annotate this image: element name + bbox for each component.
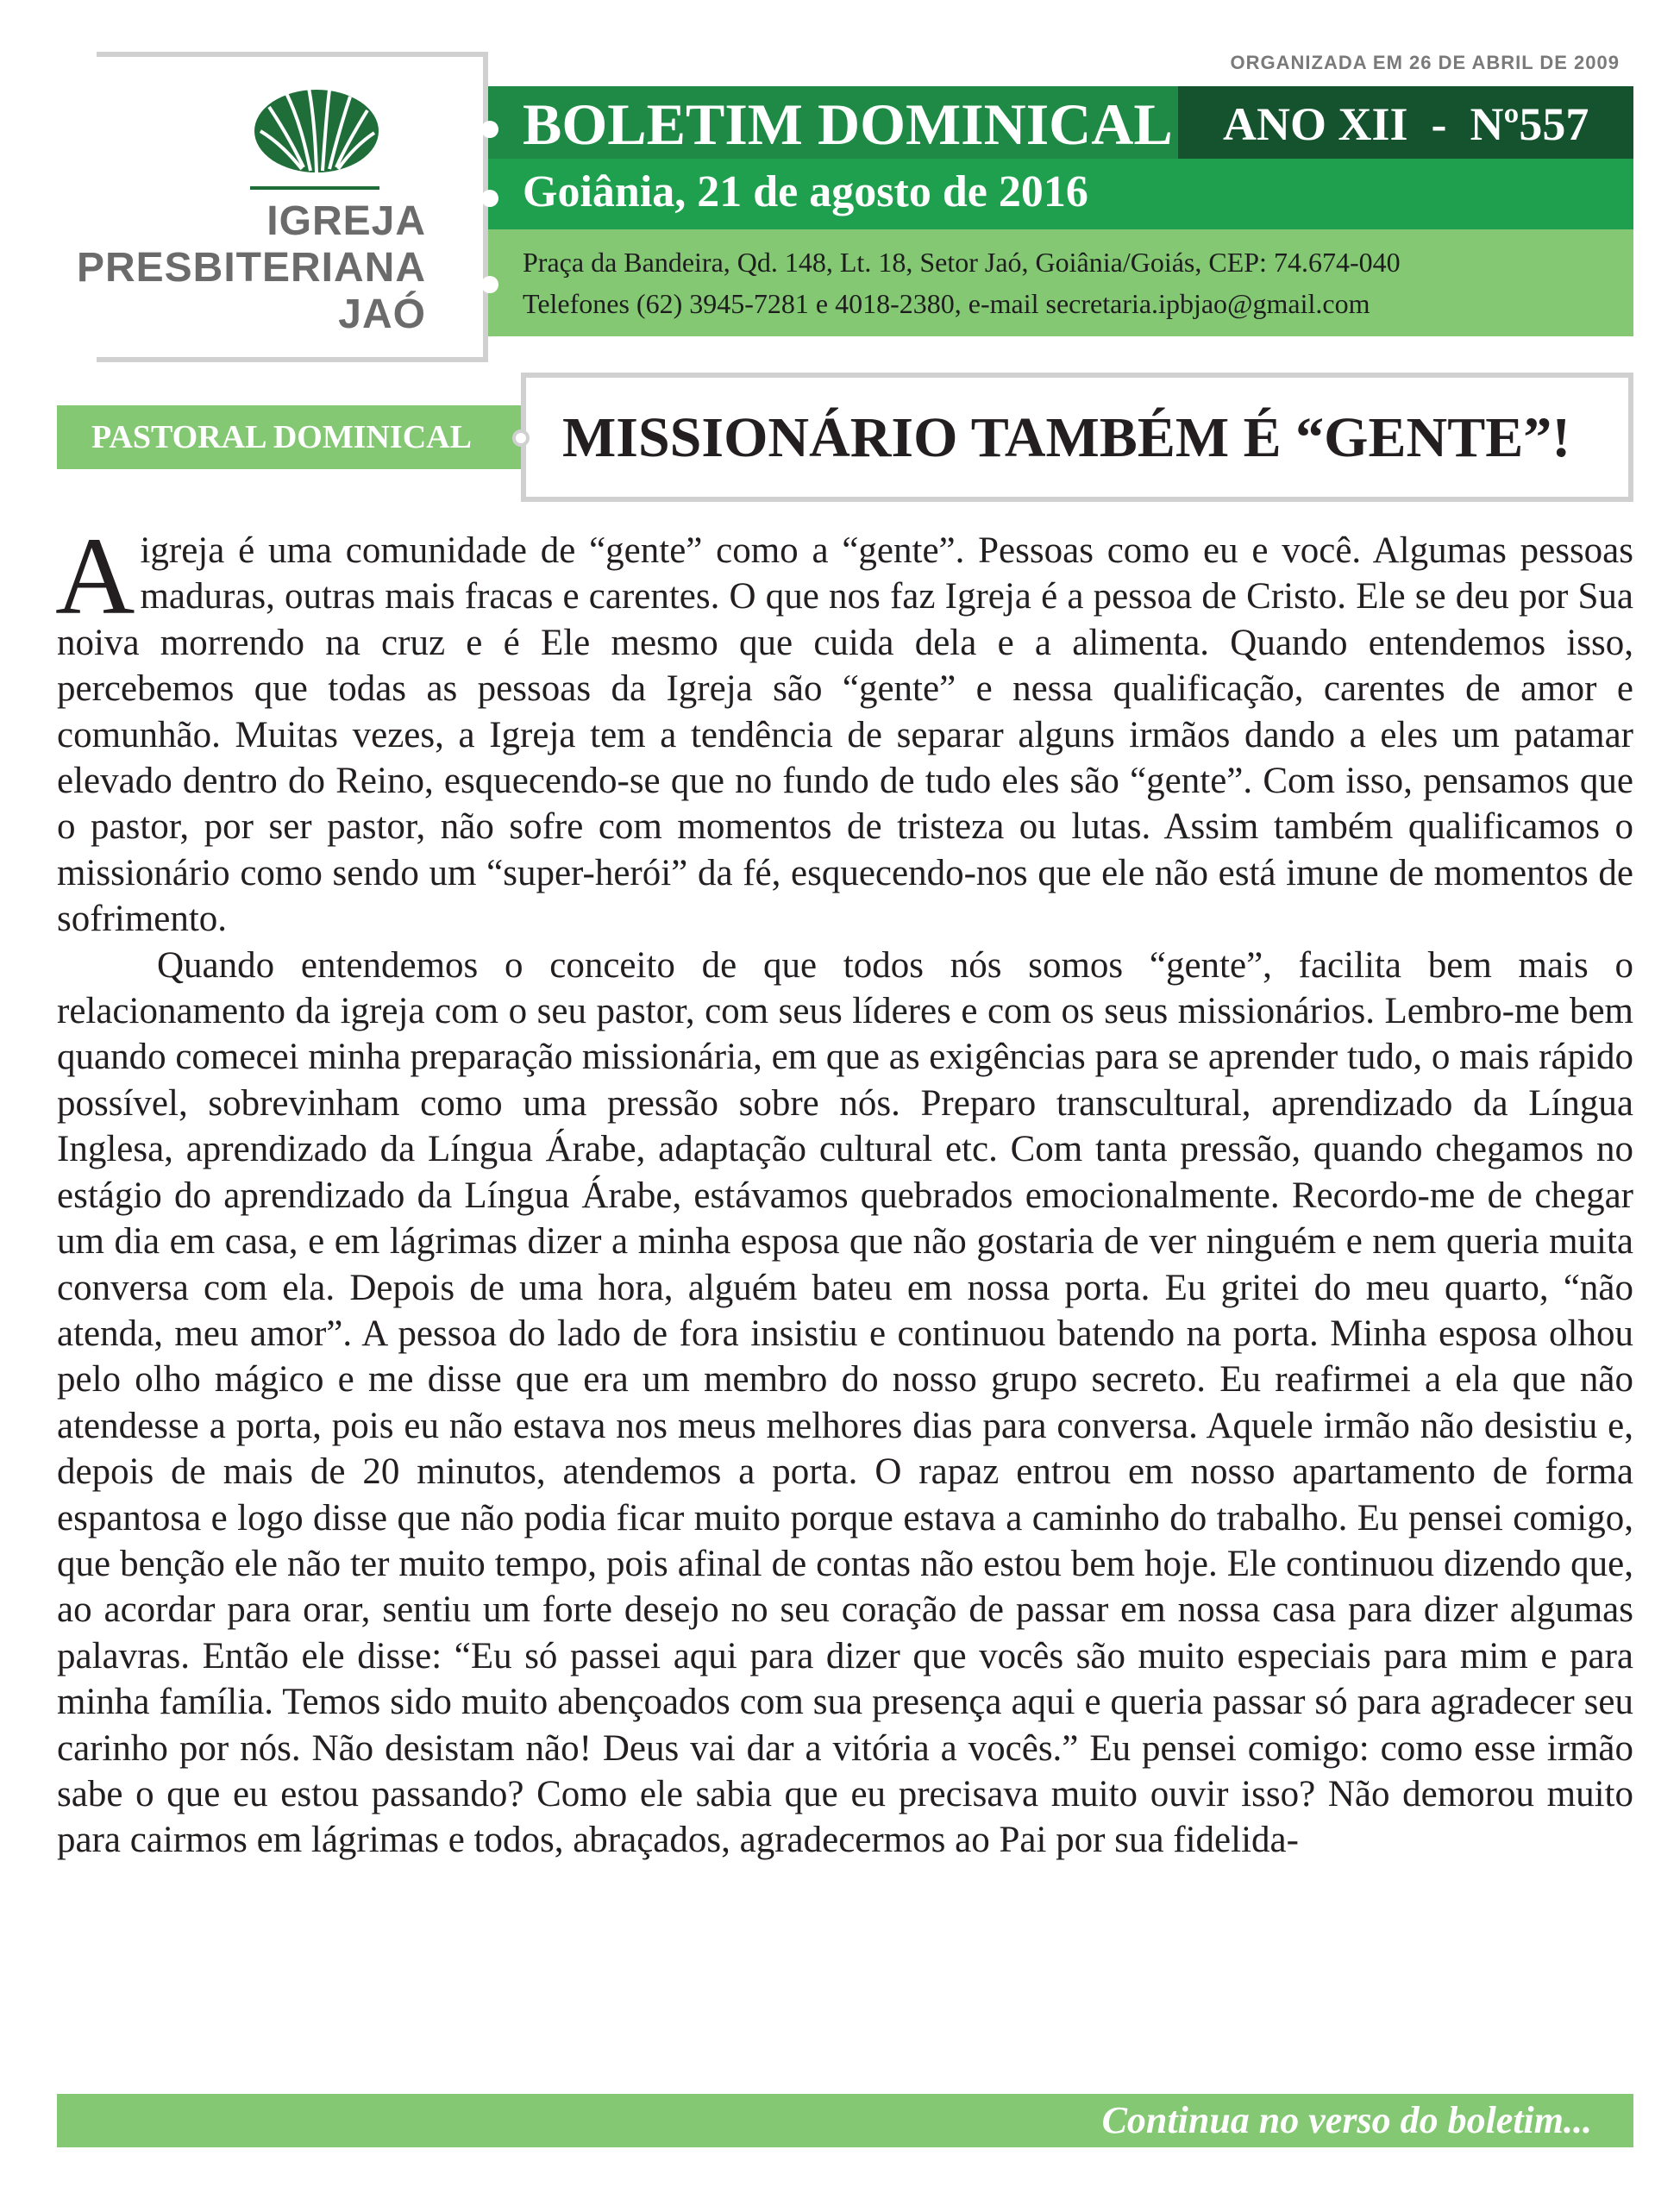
article-headline: MISSIONÁRIO TAMBÉM É “GENTE”! [562,406,1571,469]
logo-block [76,52,488,362]
logo-divider [250,186,379,190]
article-paragraph: Quando entendemos o conceito de que todos nós somos “gente”, facilita bem mais o relacionamento da igreja com o seu pastor, com seus líderes e com os seus missionários. Lembro-me bem quando comecei minha preparação missionária, em que as exigências para se aprender tudo, o mais rápido possível, sobrevinham como uma pressão sobre nós. Preparo transcultural, aprendizado da Língua Inglesa, aprendizado da Língua Árabe, adaptação cultural etc. Com tanta pressão, quando chegamos no estágio do aprendizado da Língua Árabe, estávamos quebrados emocionalmente. Recordo-me de chegar um dia em casa, e em lágrimas dizer a minha esposa que não gostaria de ver ninguém e nem queria muita conversa com ela. Depois de uma hora, alguém bateu em nossa porta. Eu gritei do meu quarto, “não atenda, meu amor”. A pessoa do lado de fora insistiu e continuou batendo na porta. Minha esposa olhou pelo olho mágico e me disse que era um membro do nosso grupo secreto. Eu reafirmei a ela que não atendesse a porta, pois eu não estava nos meus melhores dias para conversa. Aquele irmão não desistiu e, depois de mais de 20 minutos, atendemos a porta. O rapaz entrou em nosso apartamento de forma espantosa e logo disse que não podia ficar muito porque estava a caminho do trabalho. Eu pensei comigo, que benção ele não ter muito tempo, pois afinal de contas não estou bem hoje. Ele continuou dizendo que, ao acordar para orar, sentiu um forte desejo no seu coração de passar em nossa casa para dizer algumas palavras. Então ele disse: “Eu só passei aqui para dizer que vocês são muito especiais para mim e para minha família. Temos sido muito abençoados com sua presença aqui e queria passar só para agradecer seu carinho por nós. Não desistam não! Deus vai dar a vitória a vocês.” Eu pensei comigo: como esse irmão sabe o que eu estou passando? Como ele sabia que eu precisava muito ouvir isso? Não demorou muito para cairmos em lágrimas e todos, abraçados, agradecermos ao Pai por sua fidelida- [57,944,1633,1861]
issue-number: ANO XII - Nº557 [1223,98,1589,150]
church-name-line-3: JAÓ [338,291,426,337]
church-name-line-2: PRESBITERIANA [76,245,426,291]
section-label: PASTORAL DOMINICAL [91,419,472,455]
paragraph-text: igreja é uma comunidade de “gente” como a “gente”. Pessoas como eu e você. Algumas pessoas maduras, outras mais fracas e carentes. O que nos faz Igreja é a pessoa de Cristo. Ele se deu por Sua noiva morrendo na cruz e é Ele mesmo que cuida dela e a alimenta. Quando entendemos isso, percebemos que todas as pessoas da Igreja são “gente” e nessa qualificação, carentes de amor e comunhão. Muitas vezes, a Igreja tem a tendência de separar alguns irmãos dando a eles um patamar elevado dentro do Reino, esquecendo-se que no fundo de tudo eles são “gente”. Com isso, pensamos que o pastor, por ser pastor, não sofre com momentos de tristeza ou lutas. Assim também qualificamos o missionário como sendo um “super-herói” da fé, esquecendo-nos que ele não está imune de momentos de sofrimento. [57,530,1633,940]
church-name [77,198,426,338]
tree-icon [252,81,381,174]
article-paragraph [55,515,1633,943]
bullet-dot-icon [481,190,498,207]
bullet-dot-icon [512,429,530,447]
organized-date: ORGANIZADA EM 26 DE ABRIL DE 2009 [1230,52,1620,73]
bullet-dot-icon [481,276,498,293]
bulletin-title: BOLETIM DOMINICAL [523,91,1173,157]
bullet-dot-icon [481,121,498,138]
article-body [55,515,1633,1864]
church-name-line-1: IGREJA [266,198,426,244]
church-address: Praça da Bandeira, Qd. 148, Lt. 18, Setor Jaó, Goiânia/Goiás, CEP: 74.674-040 [523,247,1401,278]
continue-note: Continua no verso do boletim... [1101,2099,1592,2141]
church-contacts: Telefones (62) 3945-7281 e 4018-2380, e-mail secretaria.ipbjao@gmail.com [523,288,1370,319]
drop-cap: A [55,515,135,637]
bulletin-date: Goiânia, 21 de agosto de 2016 [523,167,1088,216]
